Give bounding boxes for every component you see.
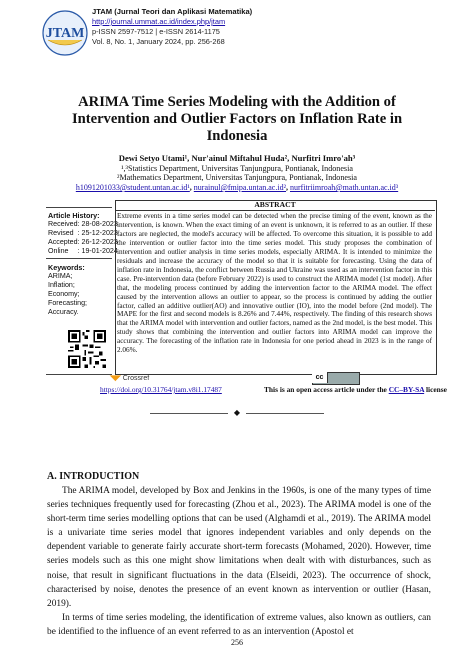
section-divider: [150, 408, 324, 418]
keyword: ARIMA;: [48, 272, 73, 280]
section-heading-introduction: A. INTRODUCTION: [47, 471, 140, 482]
page-number: 256: [231, 638, 243, 647]
author-emails: h1091201033@student.untan.ac.id¹, nurainul@fmipa.untan.ac.id², nurfitriimroah@math.untan.ac.id³: [75, 183, 399, 192]
journal-logo: [42, 10, 88, 56]
history-value: : 25-12-2023: [77, 229, 118, 237]
license-link[interactable]: CC–BY-SA: [388, 385, 425, 394]
history-heading: Article History:: [48, 211, 100, 220]
history-row: [48, 238, 118, 247]
history-value: : 28-08-2023: [77, 220, 118, 228]
history-label: Revised: [48, 229, 74, 237]
keywords-list: [48, 272, 87, 317]
volume-line: Vol. 8, No. 1, January 2024, pp. 256-268: [92, 37, 225, 46]
license-suffix: license: [424, 385, 447, 394]
crossref-logo[interactable]: [110, 374, 149, 382]
history-row: [48, 220, 118, 229]
history-value: : 19-01-2024: [77, 247, 118, 255]
cc-icon: cc: [312, 372, 328, 383]
email-link-1[interactable]: h1091201033@student.untan.ac.id¹: [75, 183, 190, 192]
keyword: Inflation;: [48, 281, 75, 289]
license-statement: [264, 385, 447, 394]
paper-title: ARIMA Time Series Modeling with the Addition of Intervention and Outlier Factors on Inflation Rate in Indonesia: [71, 94, 403, 144]
keywords-heading: Keywords:: [48, 263, 85, 272]
crossref-icon: ◥◤: [110, 375, 123, 382]
history-label: Received: [48, 220, 78, 228]
keyword: Forecasting;: [48, 299, 88, 307]
journal-name: JTAM (Jurnal Teori dan Aplikasi Matematika): [92, 7, 253, 16]
introduction-body: [47, 484, 431, 639]
info-divider: [46, 258, 112, 259]
history-label: Accepted: [48, 238, 78, 246]
history-label: Online: [48, 247, 69, 255]
email-link-3[interactable]: nurfitriimroah@math.untan.ac.id³: [289, 183, 399, 192]
history-row: [48, 229, 118, 238]
affiliation-2: ²Mathematics Department, Universitas Tanjungpura, Pontianak, Indonesia: [117, 173, 357, 182]
divider-diamond-icon: ◆: [233, 408, 241, 417]
issn-line: p-ISSN 2597-7512 | e-ISSN 2614-1175: [92, 27, 220, 36]
abstract-text: Extreme events in a time series model can be detected when the precise timing of the event, known as the intervention, is known. When the exact timing of an event is unknown, it is referred to as an outlier. If these factors are neglected, the model's accuracy will be affected. To overcome this situation, it is possible to add the intervention or outlier factor into the time series model. This study proposes the combination of intervention and outlier analysis in time series models, especially ARIMA. It is intended to minimize the residuals and increase the accuracy of the model so that it is suitable for forecasting. Using the data of inflation rate in Indonesia, the conflict between Russia and Ukraine was used as an intervention factor in this case. Pre-intervention data (before February 2022) is used to construct the ARIMA model (1st model). After that, the modeling process continued by adding the intervention factor to the ARIMA model. The effect caused by the intervention allows an outlier to appear, so the process is continued by adding the outlier factor, called an additive outlier(AO) and innovative outlier (IO), into the model before (2nd model). The MAPE for the first and second models is 8.26% and 7.44%, respectively. The finding of this research shows that the ARIMA model with intervention and outlier factors, named as the 2nd model, is the best model. This study shows that combining the intervention and outlier factors into ARIMA model can improve the accuracy. The forecasting of the inflation rate in Indonesia for one period ahead in 2023 is in the range of 2.06%.: [117, 212, 432, 355]
intro-paragraph-1: The ARIMA model, developed by Box and Jenkins in the 1960s, is one of the many types of time series techniques frequently used for forecasting (Zhou et al., 2023). The ARIMA model is one of the short-term time series modelling options that can be used (Alghamdi et al., 2019). The ARIMA model is a univariate time series model that ignores independent variables and only depends on the dependent variable to generate fairly accurate short-term forecasts (Mohamed, 2020). However, time series models such as this one might show limitations when dealt with with disturbances, such as noise, that result in significant fluctuations in the data (Elseidi, 2023). The occurrence of shock, characterised by noise, denotes the presence of an event known as intervention or outlier (Hasan, 2019).: [47, 486, 431, 609]
journal-url-link[interactable]: http://journal.ummat.ac.id/index.php/jtam: [92, 17, 226, 26]
history-table: [48, 220, 118, 256]
abstract-heading: ABSTRACT: [115, 200, 435, 211]
logo-text: JTAM: [45, 26, 85, 41]
authors: Dewi Setyo Utami¹, Nur'ainul Miftahul Huda², Nurfitri Imro'ah³: [118, 153, 356, 163]
email-link-2[interactable]: nurainul@fmipa.untan.ac.id²: [193, 183, 286, 192]
license-prefix: This is an open access article under the: [264, 385, 389, 394]
affiliation-1: ¹,³Statistics Department, Universitas Tanjungpura, Pontianak, Indonesia: [121, 164, 353, 173]
crossref-label: Crossref: [122, 375, 150, 382]
keyword: Accuracy.: [48, 308, 79, 316]
doi-link[interactable]: https://doi.org/10.31764/jtam.v8i1.17487: [100, 385, 222, 394]
history-value: : 26-12-2023: [77, 238, 118, 246]
qr-code-icon[interactable]: [68, 330, 106, 368]
keyword: Economy;: [48, 290, 80, 298]
intro-paragraph-2: In terms of time series modeling, the identification of extreme values, also known as outliers, can be identified to the influence of an event referred to as an intervention (Apostol et: [47, 612, 431, 637]
history-row: [48, 247, 118, 256]
